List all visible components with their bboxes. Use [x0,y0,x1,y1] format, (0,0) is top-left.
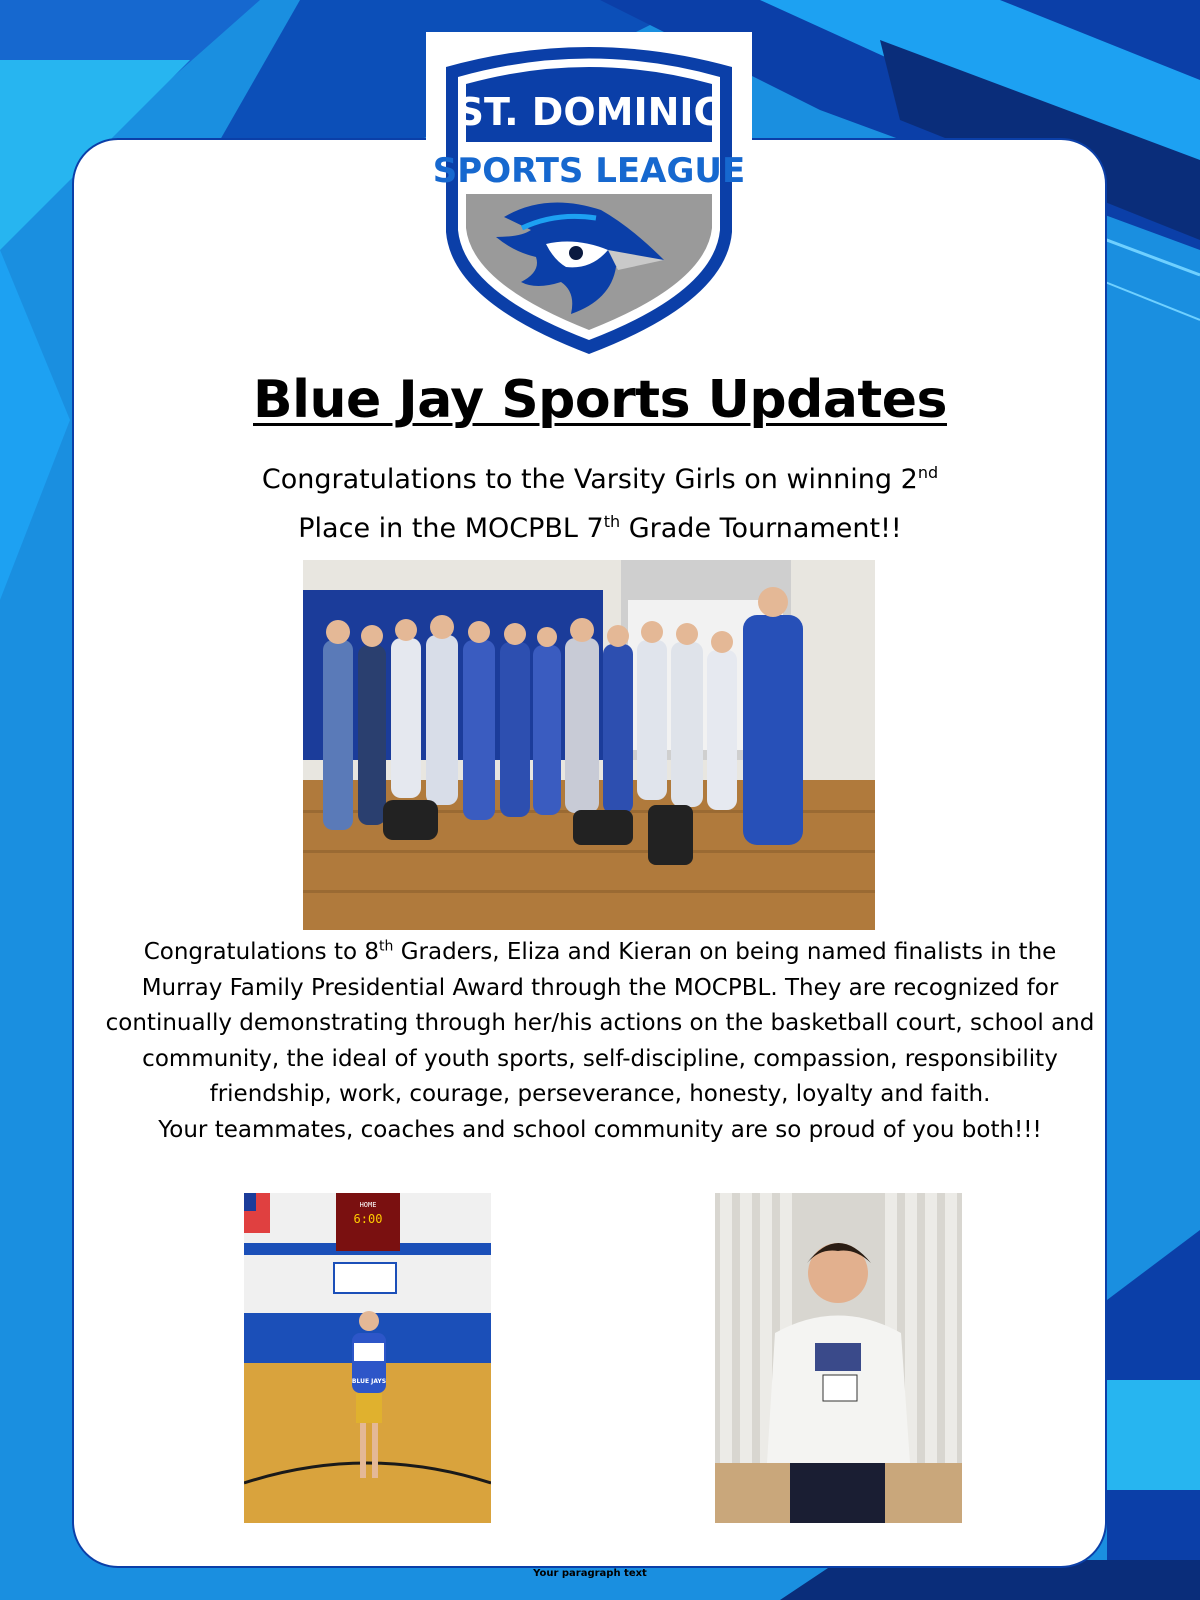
announcement-sup-nd: nd [917,463,939,482]
tournament-announcement [150,455,1050,553]
announcement-sup-th: th [603,512,621,531]
award-announcement [105,935,1095,1148]
footer-text: Your paragraph text [533,1568,647,1579]
award-sup-th: th [379,938,394,955]
logo-line2: SPORTS LEAGUE [432,151,746,191]
page-title: Blue Jay Sports Updates [253,370,947,430]
announcement-line2a: Place in the MOCPBL 7 [298,513,604,544]
team-photo [303,560,875,930]
logo-line1: ST. DOMINIC [456,90,722,134]
announcement-line1: Congratulations to the Varsity Girls on winning 2 [261,464,918,495]
kieran-photo [715,1193,962,1523]
award-text-b: Graders, Eliza and Kieran on being named finalists in the Murray Family Presidential Award through the MOCPBL. They are recognized for continually demonstrating through her/his actions on the basketball court, school and community, the ideal of youth sports, self-discipline, compassion, responsibility friendship, work, courage, perseverance, honesty, loyalty and faith. [105,939,1095,1107]
scoreboard-time: 6:00 [353,1212,383,1226]
eliza-photo [244,1193,491,1523]
league-logo [426,32,752,362]
scoreboard-label: HOME [359,1201,377,1209]
award-closing: Your teammates, coaches and school community are so proud of you both!!! [158,1116,1042,1143]
award-text-a: Congratulations to 8 [143,939,380,965]
jersey-text: BLUE JAYS [351,1378,387,1385]
announcement-line2b: Grade Tournament!! [620,513,902,544]
shield-logo-graphic [426,32,752,362]
